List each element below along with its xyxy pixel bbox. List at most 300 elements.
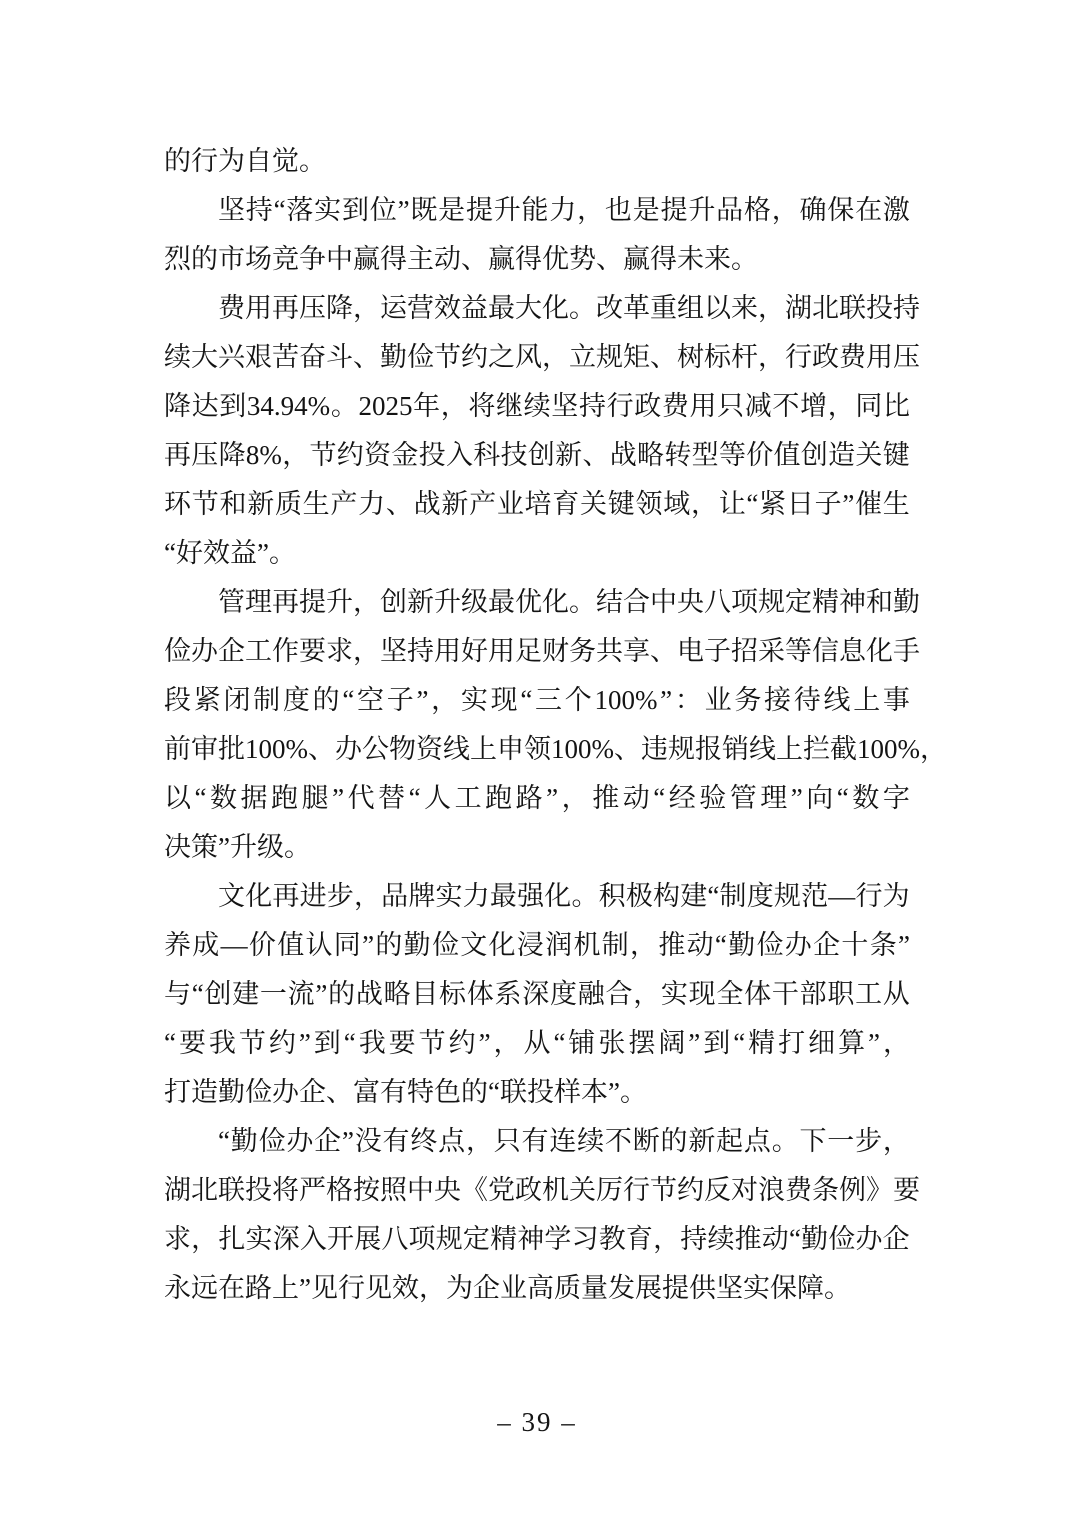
text-token: 以 xyxy=(164,783,191,813)
text-token: “ xyxy=(343,1028,356,1058)
text-token: 既 xyxy=(410,195,438,225)
text-line xyxy=(164,676,910,725)
text-token: 苦 xyxy=(272,342,299,372)
text-token: 到 xyxy=(219,391,247,421)
text-line xyxy=(164,529,910,578)
text-token: 审 xyxy=(191,734,218,764)
text-token: 理 xyxy=(760,783,788,813)
text-line-content: “好效益”。 xyxy=(164,538,296,568)
text-line xyxy=(164,480,910,529)
text-token: 节 xyxy=(650,1175,677,1205)
text-token: 创 xyxy=(380,587,407,617)
text-token: 科 xyxy=(473,440,501,470)
text-token: 达 xyxy=(191,391,219,421)
text-token: 最 xyxy=(488,293,515,323)
text-token: 价 xyxy=(248,930,276,960)
text-token: 勤 xyxy=(893,587,920,617)
text-token: 作 xyxy=(272,636,299,666)
text-token: 财 xyxy=(542,636,569,666)
text-token: 展 xyxy=(354,1224,382,1254)
text-token: 勤 xyxy=(728,930,756,960)
page-footer xyxy=(0,1398,1074,1447)
text-line xyxy=(164,1166,920,1215)
text-token: 定 xyxy=(462,1224,490,1254)
text-token: 约 xyxy=(336,440,364,470)
text-token: 代 xyxy=(347,783,375,813)
text-token: ” xyxy=(897,930,910,960)
text-token: 再 xyxy=(164,440,191,470)
text-token: 行 xyxy=(785,342,812,372)
text-token: 100% xyxy=(551,734,614,764)
text-token: 的 xyxy=(375,930,403,960)
text-token: ， xyxy=(282,440,310,470)
text-token: ， xyxy=(465,1126,493,1156)
text-token: 运 xyxy=(380,293,407,323)
text-token: 也 xyxy=(604,195,632,225)
text-token: ” xyxy=(478,1028,491,1058)
text-token: 待 xyxy=(793,685,821,715)
text-token: 构 xyxy=(653,881,680,911)
text-line xyxy=(164,921,910,970)
text-token: 键 xyxy=(882,440,910,470)
text-token: 体 xyxy=(744,979,772,1009)
text-token: 段 xyxy=(164,685,191,715)
text-token: 机 xyxy=(573,930,601,960)
text-token: 推 xyxy=(658,930,686,960)
text-token: 续 xyxy=(577,1126,605,1156)
text-token: 子 xyxy=(704,636,731,666)
text-token: 动 xyxy=(761,1224,789,1254)
text-token: 持 xyxy=(680,1224,708,1254)
text-token: 勤 xyxy=(801,1224,829,1254)
text-token: 办 xyxy=(784,930,812,960)
text-token: 字 xyxy=(882,783,910,813)
text-token: 业 xyxy=(704,685,732,715)
text-token: ” xyxy=(397,195,410,225)
text-token: 金 xyxy=(391,440,419,470)
text-token: 。 xyxy=(569,293,596,323)
text-token: 据 xyxy=(240,783,268,813)
text-token: 生 xyxy=(302,489,330,519)
text-token: 化 xyxy=(542,587,569,617)
text-token: 共 xyxy=(596,636,623,666)
text-token: 浸 xyxy=(516,930,544,960)
text-token: 强 xyxy=(517,881,545,911)
text-token: ” xyxy=(298,1028,311,1058)
text-token: 浪 xyxy=(758,1175,785,1205)
text-token: 转 xyxy=(664,440,692,470)
text-token: 斗 xyxy=(326,342,353,372)
text-token: 实 xyxy=(245,1224,273,1254)
text-token: 上 xyxy=(470,734,497,764)
text-line xyxy=(164,823,910,872)
text-token: 新 xyxy=(555,440,583,470)
text-token: 没 xyxy=(354,1126,382,1156)
text-token: ， xyxy=(561,783,589,813)
text-token: 关 xyxy=(569,1175,596,1205)
text-token: 实 xyxy=(660,979,688,1009)
text-token: 降 xyxy=(218,440,246,470)
text-token: 定 xyxy=(785,587,812,617)
text-token: 建 xyxy=(232,979,260,1009)
text-token: 艰 xyxy=(245,342,272,372)
text-token: 再 xyxy=(272,881,300,911)
text-token: 到 xyxy=(313,1028,341,1058)
text-token: 制 xyxy=(719,881,747,911)
text-token: 联 xyxy=(839,293,866,323)
text-token: 杆 xyxy=(731,342,758,372)
text-token: 提 xyxy=(299,587,326,617)
text-token: 八 xyxy=(381,1224,409,1254)
text-token: 保 xyxy=(827,195,855,225)
text-token: 落 xyxy=(286,195,314,225)
text-token: 批 xyxy=(218,734,245,764)
text-token: 政 xyxy=(634,391,662,421)
text-token: 反 xyxy=(704,1175,731,1205)
text-token: — xyxy=(828,881,856,911)
text-token: 线 xyxy=(443,734,470,764)
text-token: 理 xyxy=(245,587,272,617)
text-line xyxy=(164,627,920,676)
text-token: 俭 xyxy=(407,342,434,372)
text-token: 动 xyxy=(622,783,650,813)
text-token: 级 xyxy=(461,587,488,617)
text-token: 产 xyxy=(469,489,497,519)
text-token: 现 xyxy=(688,979,716,1009)
text-token: 能 xyxy=(521,195,549,225)
text-token: 的 xyxy=(660,1126,688,1156)
text-token: ， xyxy=(882,1126,910,1156)
text-line xyxy=(164,431,910,480)
text-token: 持 xyxy=(893,293,920,323)
text-token: 行 xyxy=(606,391,634,421)
text-line xyxy=(164,1215,910,1264)
text-token: 持 xyxy=(578,391,606,421)
text-token: 只 xyxy=(493,1126,521,1156)
text-token: 求 xyxy=(326,636,353,666)
text-token: 和 xyxy=(866,587,893,617)
text-token: 催 xyxy=(855,489,883,519)
text-token: 续 xyxy=(523,391,551,421)
text-token: 上 xyxy=(853,685,881,715)
text-token: ” xyxy=(332,783,345,813)
text-token: 勤 xyxy=(380,342,407,372)
text-token: 神 xyxy=(839,587,866,617)
text-token: 物 xyxy=(389,734,416,764)
text-token: 制 xyxy=(601,930,629,960)
text-token: 投 xyxy=(866,293,893,323)
text-token: 条 xyxy=(812,1175,839,1205)
text-token: 新 xyxy=(688,1126,716,1156)
text-token: “ xyxy=(273,195,286,225)
text-token: 实 xyxy=(460,685,488,715)
text-token: 的 xyxy=(312,685,340,715)
text-token: 最 xyxy=(489,881,517,911)
text-token: 关 xyxy=(855,440,883,470)
text-token: 要 xyxy=(299,636,326,666)
text-token: 体 xyxy=(466,979,494,1009)
text-token: 步 xyxy=(326,881,354,911)
text-token: 采 xyxy=(758,636,785,666)
text-token: 确 xyxy=(799,195,827,225)
text-token: ， xyxy=(353,881,381,911)
text-token: 中 xyxy=(407,1175,434,1205)
text-token: 北 xyxy=(812,293,839,323)
text-token: 业 xyxy=(496,489,524,519)
text-line-content: 决策”升级。 xyxy=(164,832,311,862)
text-token: ， xyxy=(690,489,718,519)
text-token: 培 xyxy=(524,489,552,519)
text-token: 厉 xyxy=(596,1175,623,1205)
text-token: 费 xyxy=(218,293,245,323)
text-token: 改 xyxy=(596,293,623,323)
text-token: 品 xyxy=(381,881,409,911)
text-token: “ xyxy=(164,1028,176,1058)
text-token: 有 xyxy=(521,1126,549,1156)
text-token: ” xyxy=(868,1028,881,1058)
text-token: 用 xyxy=(866,342,893,372)
text-token: 化 xyxy=(542,293,569,323)
text-token: 持 xyxy=(407,636,434,666)
text-line xyxy=(164,186,910,235)
text-token: 要 xyxy=(178,1028,206,1058)
text-token: 同 xyxy=(855,391,883,421)
text-token: 费 xyxy=(839,342,866,372)
text-token: 精 xyxy=(490,1224,518,1254)
text-token: 要 xyxy=(388,1028,416,1058)
text-token: 效 xyxy=(434,293,461,323)
text-token: 风 xyxy=(515,342,542,372)
text-token: 润 xyxy=(545,930,573,960)
text-token: 革 xyxy=(623,293,650,323)
text-token: 政 xyxy=(515,1175,542,1205)
text-token: 务 xyxy=(569,636,596,666)
text-token: ， xyxy=(493,1028,521,1058)
text-token: 奋 xyxy=(299,342,326,372)
text-token: 、 xyxy=(308,734,335,764)
text-token: 照 xyxy=(380,1175,407,1205)
text-token: 位 xyxy=(369,195,397,225)
text-token: 铺 xyxy=(568,1028,596,1058)
text-token: 为 xyxy=(882,881,910,911)
text-token: 以 xyxy=(704,293,731,323)
text-token: 数 xyxy=(852,783,880,813)
text-token: 不 xyxy=(604,1126,632,1156)
text-token: 政 xyxy=(812,342,839,372)
text-token: 行 xyxy=(623,1175,650,1205)
text-token: 俭 xyxy=(258,1126,286,1156)
text-line xyxy=(164,1068,910,1117)
text-token: 技 xyxy=(500,440,528,470)
text-token: 压 xyxy=(893,342,920,372)
text-token: 日 xyxy=(786,489,814,519)
text-token: ， xyxy=(431,685,459,715)
text-token: 树 xyxy=(677,342,704,372)
text-token: ” xyxy=(546,783,559,813)
text-token: 我 xyxy=(358,1028,386,1058)
text-token: 有 xyxy=(382,1126,410,1156)
text-token: 八 xyxy=(704,587,731,617)
text-token: 年 xyxy=(413,391,441,421)
text-token: ， xyxy=(542,342,569,372)
text-token: 度 xyxy=(549,979,577,1009)
text-token: ， xyxy=(758,342,785,372)
text-token: 矩 xyxy=(623,342,650,372)
text-token: 个 xyxy=(564,685,592,715)
text-token: 申 xyxy=(497,734,524,764)
text-token: 湖 xyxy=(785,293,812,323)
text-token: 求 xyxy=(164,1224,191,1254)
text-token: 融 xyxy=(577,979,605,1009)
text-token: 规 xyxy=(668,734,695,764)
text-token: 创 xyxy=(204,979,232,1009)
text-token: 、 xyxy=(650,342,677,372)
text-token: 央 xyxy=(677,587,704,617)
text-token: 教 xyxy=(598,1224,626,1254)
text-token: 制 xyxy=(253,685,281,715)
text-token: 资 xyxy=(416,734,443,764)
text-token: 力 xyxy=(549,195,577,225)
text-token: 企 xyxy=(813,930,841,960)
text-token: 企 xyxy=(314,1126,342,1156)
text-token: 投 xyxy=(418,440,446,470)
text-token: 息 xyxy=(839,636,866,666)
text-token: 断 xyxy=(632,1126,660,1156)
text-token: 造 xyxy=(828,440,856,470)
text-token: 摆 xyxy=(628,1028,656,1058)
text-token: 34.94% xyxy=(246,391,331,421)
text-token: 办 xyxy=(286,1126,314,1156)
text-token: 推 xyxy=(734,1224,762,1254)
text-token: 深 xyxy=(272,1224,300,1254)
text-token: 100% xyxy=(594,685,658,715)
text-token: 升 xyxy=(326,587,353,617)
text-token: 格 xyxy=(326,1175,353,1205)
text-token: 好 xyxy=(461,636,488,666)
text-token: ， xyxy=(630,930,658,960)
text-token: 与 xyxy=(164,979,191,1009)
text-token: 新 xyxy=(441,489,469,519)
text-token: 将 xyxy=(468,391,496,421)
text-token: 大 xyxy=(515,293,542,323)
text-token: ” xyxy=(688,1028,701,1058)
text-token: 之 xyxy=(488,342,515,372)
text-token: 例 xyxy=(839,1175,866,1205)
text-token: 目 xyxy=(411,979,439,1009)
text-token: 部 xyxy=(799,979,827,1009)
text-token: 认 xyxy=(305,930,333,960)
text-token: 规 xyxy=(773,881,801,911)
text-token: 一 xyxy=(259,979,287,1009)
text-token: 推 xyxy=(592,783,620,813)
text-token: 勤 xyxy=(230,1126,258,1156)
text-token: 环 xyxy=(164,489,191,519)
text-token: ” xyxy=(660,685,673,715)
text-token: 继 xyxy=(496,391,524,421)
text-token: 文 xyxy=(460,930,488,960)
text-token: “ xyxy=(788,1224,801,1254)
text-token: 节 xyxy=(238,1028,266,1058)
text-token: 从 xyxy=(882,979,910,1009)
text-token: 接 xyxy=(764,685,792,715)
text-token: 管 xyxy=(729,783,757,813)
text-token: “ xyxy=(342,685,355,715)
text-token: 机 xyxy=(542,1175,569,1205)
text-token: 升 xyxy=(493,195,521,225)
text-token: 产 xyxy=(330,489,358,519)
text-token: 职 xyxy=(827,979,855,1009)
text-token: 阔 xyxy=(658,1028,686,1058)
text-token: 北 xyxy=(191,1175,218,1205)
text-line xyxy=(164,235,910,284)
text-token: 积 xyxy=(598,881,626,911)
text-token: 办 xyxy=(855,1224,883,1254)
text-token: 。 xyxy=(771,1126,799,1156)
text-token: 点 xyxy=(743,1126,771,1156)
text-token: 节 xyxy=(309,440,337,470)
text-token: 域 xyxy=(663,489,691,519)
text-token: 用 xyxy=(434,636,461,666)
text-line xyxy=(164,284,920,333)
text-line xyxy=(164,1117,910,1166)
text-token: 降 xyxy=(164,391,191,421)
text-token: ， xyxy=(353,636,380,666)
text-token: 央 xyxy=(434,1175,461,1205)
text-token: 行 xyxy=(855,881,883,911)
text-token: 、 xyxy=(385,489,413,519)
text-token: 神 xyxy=(517,1224,545,1254)
text-token: 规 xyxy=(596,342,623,372)
text-token: 信 xyxy=(812,636,839,666)
text-token: 向 xyxy=(806,783,834,813)
text-token: 坚 xyxy=(551,391,579,421)
text-token: 公 xyxy=(362,734,389,764)
text-token: 约 xyxy=(677,1175,704,1205)
text-token: 100% xyxy=(245,734,308,764)
text-token: 企 xyxy=(882,1224,910,1254)
text-token: 度 xyxy=(282,685,310,715)
text-token: 》 xyxy=(866,1175,893,1205)
text-token: ， xyxy=(758,293,785,323)
text-token: 起 xyxy=(716,1126,744,1156)
text-token: 打 xyxy=(778,1028,806,1058)
text-token: 销 xyxy=(722,734,749,764)
text-token: 品 xyxy=(716,195,744,225)
text-token: 兴 xyxy=(218,342,245,372)
text-token: 约 xyxy=(268,1028,296,1058)
text-token: ， xyxy=(440,391,468,421)
text-token: 不 xyxy=(772,391,800,421)
text-token: 提 xyxy=(465,195,493,225)
text-token: 俭 xyxy=(164,636,191,666)
text-token: 替 xyxy=(378,783,406,813)
text-token: 战 xyxy=(413,489,441,519)
text-token: 终 xyxy=(410,1126,438,1156)
text-token: 项 xyxy=(731,587,758,617)
text-token: 办 xyxy=(335,734,362,764)
text-token: 是 xyxy=(632,195,660,225)
text-token: 优 xyxy=(515,587,542,617)
text-token: 招 xyxy=(731,636,758,666)
text-token: 2025 xyxy=(358,391,413,421)
text-token: “ xyxy=(653,783,666,813)
text-token: 压 xyxy=(299,293,326,323)
text-token: 键 xyxy=(607,489,635,519)
text-token: 益 xyxy=(461,293,488,323)
text-token: ” xyxy=(341,1126,354,1156)
text-token: 范 xyxy=(801,881,829,911)
text-token: 三 xyxy=(535,685,563,715)
